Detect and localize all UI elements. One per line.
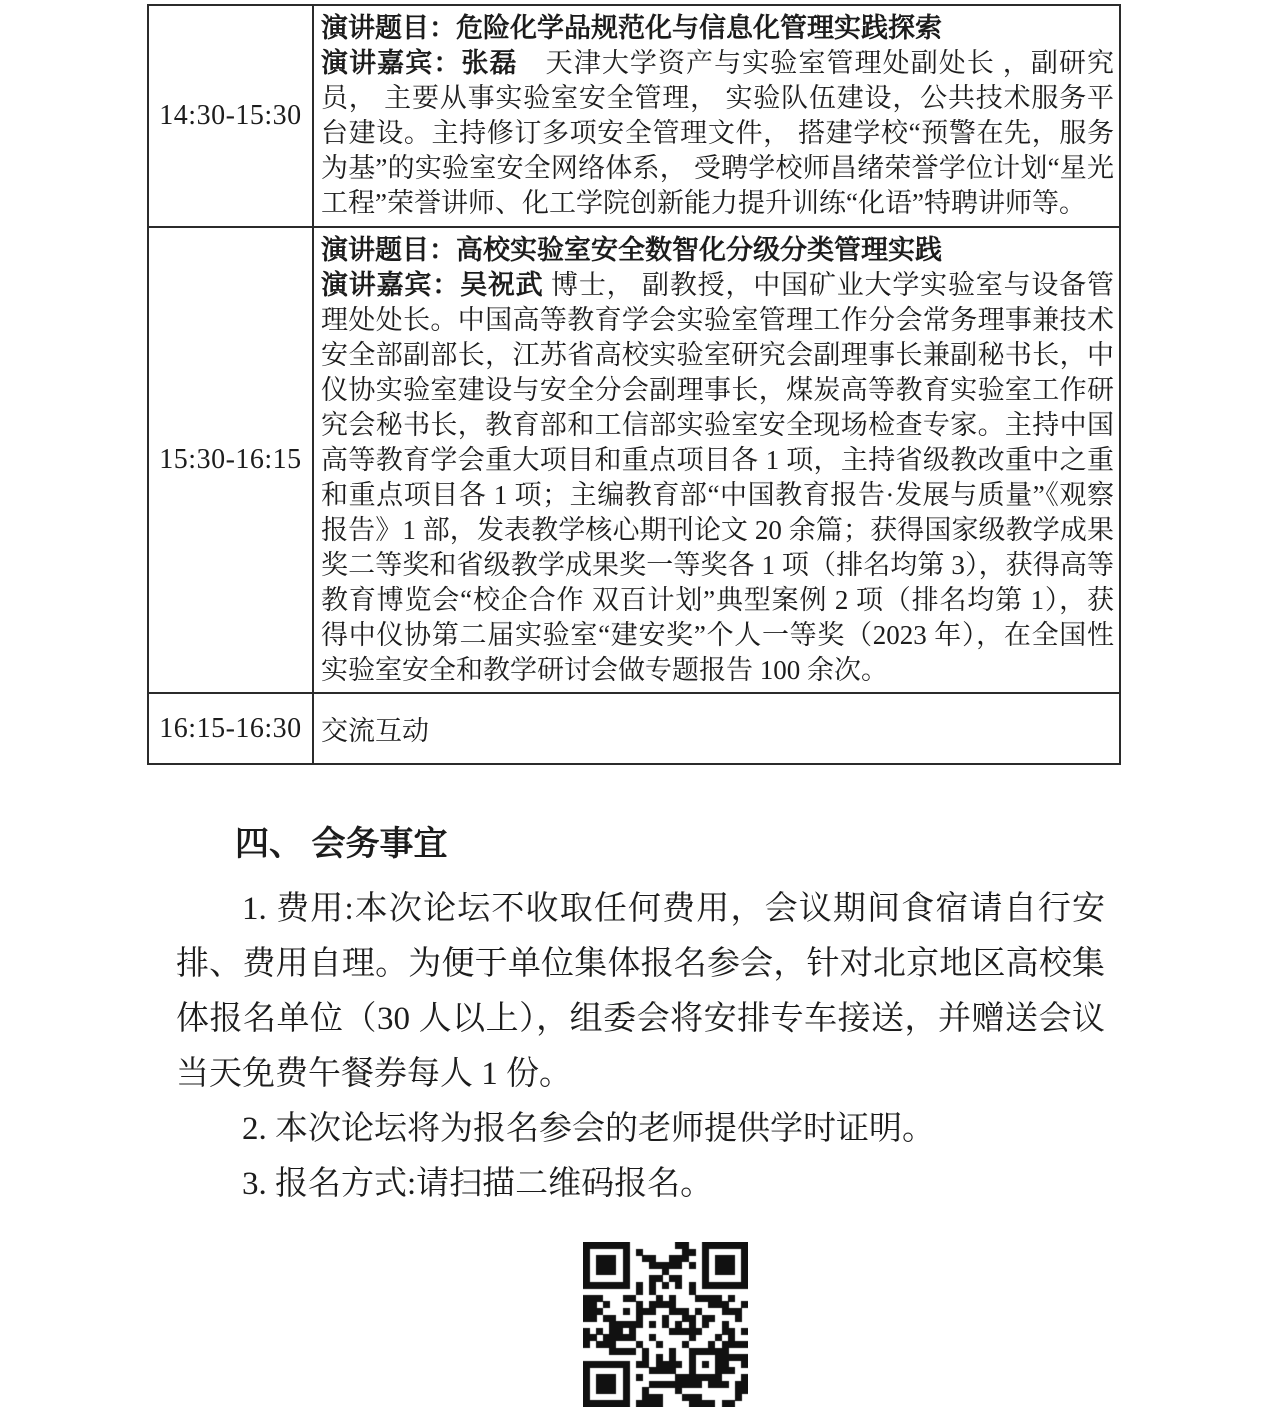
paragraph-registration: 3. 报名方式:请扫描二维码报名。 <box>242 1166 714 1202</box>
talk-title-label: 演讲题目： <box>321 13 456 43</box>
speaker-bio-line <box>321 268 1114 688</box>
session-time: 14:30-15:30 <box>148 5 313 227</box>
agenda-table <box>147 4 1121 765</box>
talk-title-line <box>321 233 1114 268</box>
qr-code-wrapper <box>583 1242 748 1407</box>
talk-title-line <box>321 11 1114 46</box>
paragraph-certificate: 2. 本次论坛将为报名参会的老师提供学时证明。 <box>242 1111 935 1147</box>
talk-title: 危险化学品规范化与信息化管理实践探索 <box>456 13 942 43</box>
speaker-bio: 博士， 副教授，中国矿业大学实验室与设备管理处处长。中国高等教育学会实验室管理工作分会常务理事兼技术安全部副部长，江苏省高校实验室研究会副理事长兼副秘书长，中仪协实验室建设与安全分会副理事长，煤炭高等教育实验室工作研究会秘书长，教育部和工信部实验室安全现场检查专家。主持中国高等教育学会重大项目和重点项目各 1 项，主持省级教改重中之重和重点项目各 1 项；主编教育部“中国教育报告·发展与质量”《观察报告》1 部，发表教学核心期刊论文 20 余篇；获得国家级教学成果奖二等奖和省级教学成果奖一等奖各 1 项（排名均第 3），获得高等教育博览会“校企合作 双百计划”典型案例 2 项（排名均第 1），获得中仪协第二届实验室“建安奖”个人一等奖（2023 年），在全国性实验室安全和教学研讨会做专题报告 100 余次。 <box>321 270 1115 685</box>
speaker-label: 演讲嘉宾： <box>321 48 462 78</box>
speaker-label: 演讲嘉宾： <box>321 270 461 300</box>
session-activity: 交流互动 <box>313 693 1120 764</box>
logistics-section <box>176 762 1105 1407</box>
session-time: 16:15-16:30 <box>148 693 313 764</box>
speaker-name: 吴祝武 <box>460 270 544 300</box>
table-row <box>148 693 1120 764</box>
speaker-name: 张磊 <box>461 48 518 78</box>
session-detail-cell <box>313 227 1120 693</box>
session-time: 15:30-16:15 <box>148 227 313 693</box>
speaker-bio-line <box>321 46 1114 221</box>
table-row <box>148 5 1120 227</box>
speaker-bio: 天津大学资产与实验室管理处副处长 ，副研究员， 主要从事实验室安全管理， 实验队伍建设，公共技术服务平台建设。主持修订多项安全管理文件， 搭建学校“预警在先，服务为基”的实验室安全网络体系， 受聘学校师昌绪荣誉学位计划“星光工程”荣誉讲师、化工学院创新能力提升训练“化语”特聘讲师等。 <box>321 48 1115 218</box>
section-heading: 四、 会务事宜 <box>235 826 448 863</box>
table-row <box>148 227 1120 693</box>
talk-title-label: 演讲题目： <box>321 235 456 265</box>
paragraph-fees: 1. 费用:本次论坛不收取任何费用，会议期间食宿请自行安排、费用自理。为便于单位集体报名参会，针对北京地区高校集体报名单位（30 人以上），组委会将安排专车接送，并赠送会议当天免费午餐券每人 1 份。 <box>176 891 1105 1092</box>
talk-title: 高校实验室安全数智化分级分类管理实践 <box>456 235 942 265</box>
session-detail-cell <box>313 5 1120 227</box>
qr-code <box>583 1242 748 1407</box>
